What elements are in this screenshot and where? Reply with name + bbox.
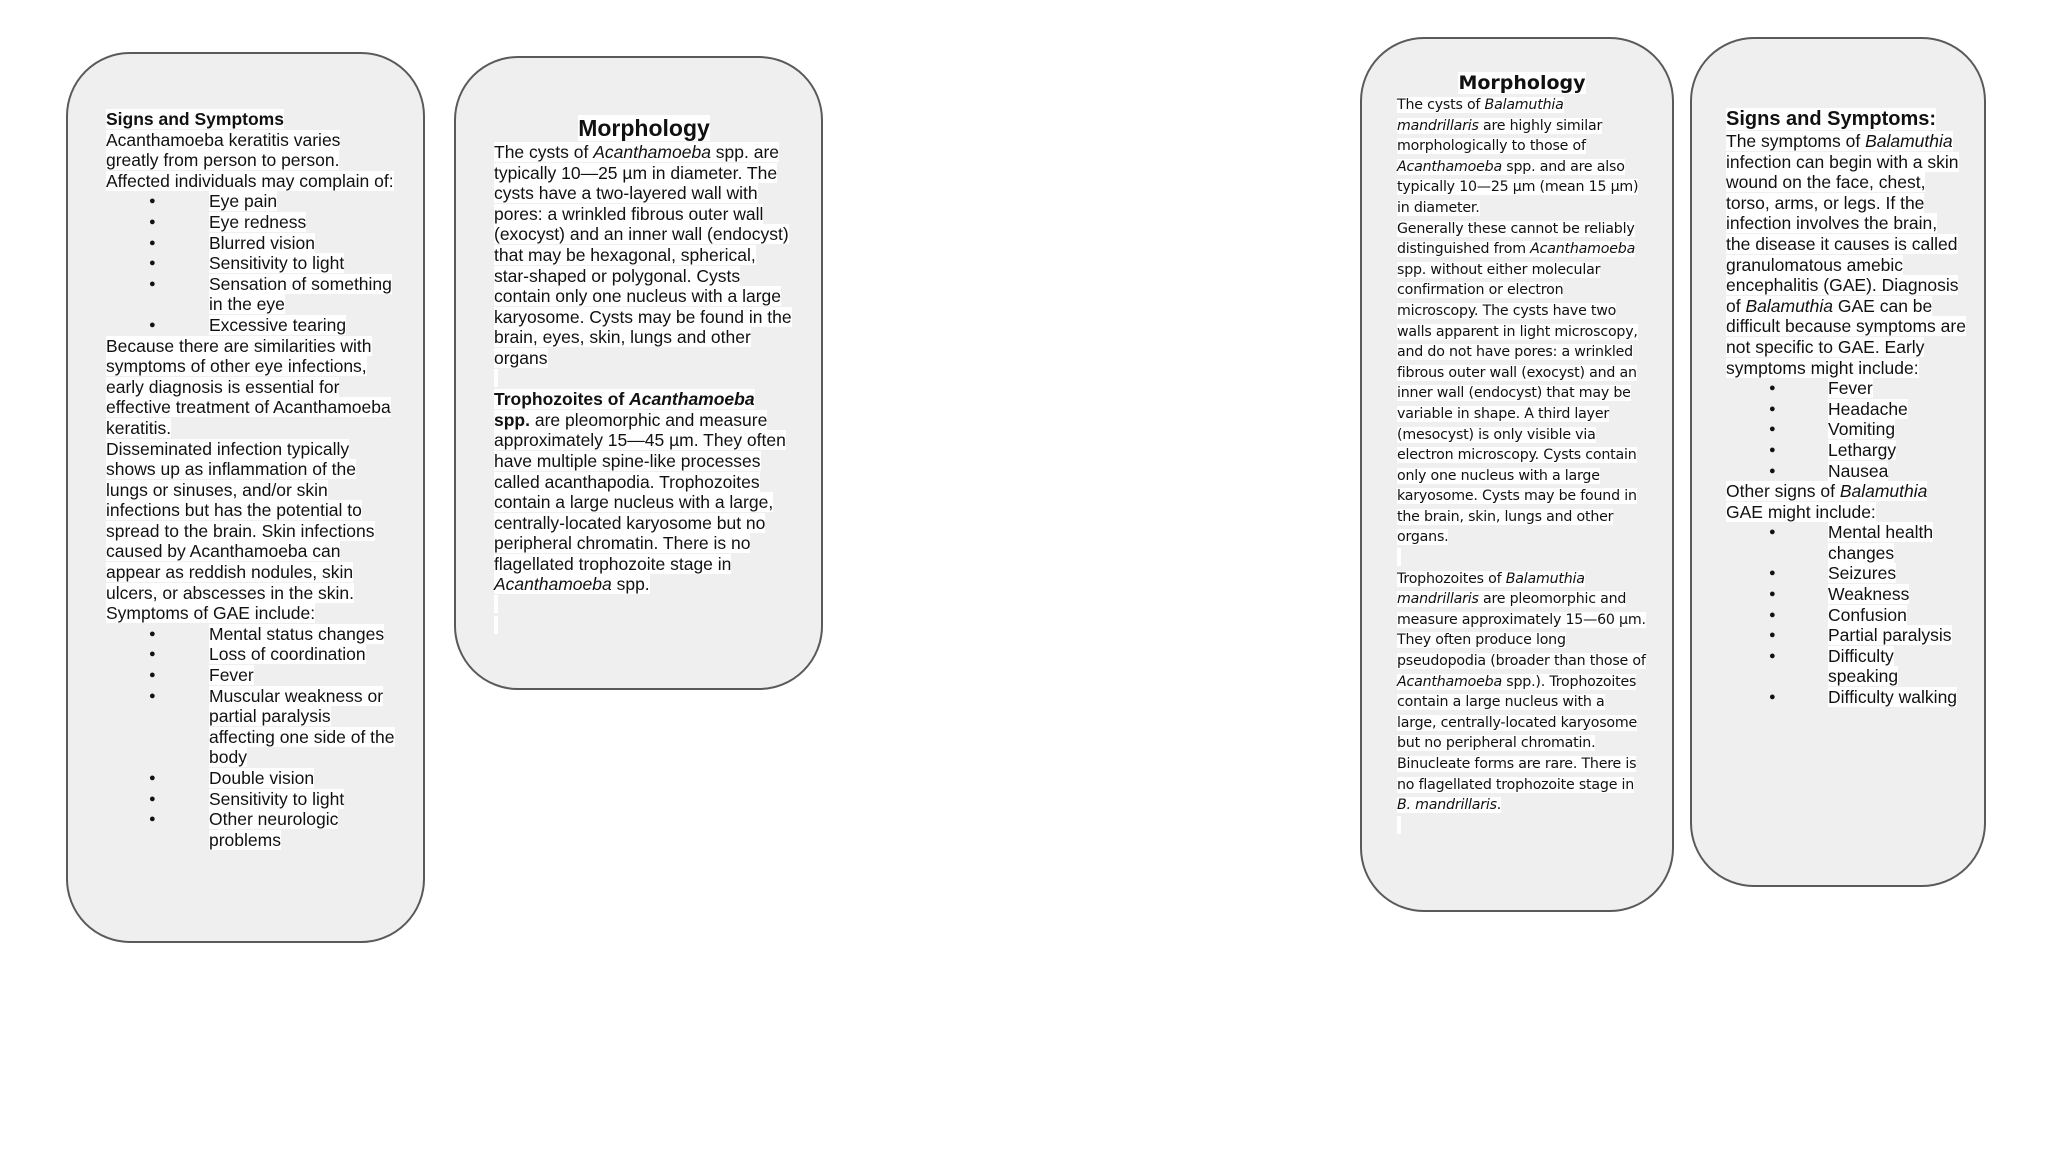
- list-item: ● Eye pain: [106, 191, 396, 212]
- card3-spacer: [1397, 548, 1647, 569]
- card2-spacer: [494, 616, 794, 637]
- list-item: ● Loss of coordination: [106, 644, 396, 665]
- list-item: ● Excessive tearing: [106, 315, 396, 336]
- card1-para-diagnosis: Because there are similarities with symptoms of other eye infections, early diagnosis is essential for effective treatment of Acanthamoeba keratitis.: [106, 335, 391, 438]
- list-item: ● Mental health changes: [1726, 522, 1966, 563]
- keratitis-symptom-list: [106, 191, 396, 335]
- acanthamoeba-morphology-card: [454, 56, 823, 690]
- card4-other-signs-intro: Other signs of Balamuthia GAE might include:: [1726, 481, 1928, 522]
- list-item: ● Seizures: [1726, 563, 1966, 584]
- card2-title: Morphology: [578, 115, 710, 141]
- card1-intro: Acanthamoeba keratitis varies greatly from person to person. Affected individuals may complain of:: [106, 129, 394, 191]
- card3-spacer: [1397, 816, 1647, 837]
- other-signs-list: [1726, 522, 1966, 707]
- card3-title: Morphology: [1458, 72, 1586, 94]
- card4-title: Signs and Symptoms:: [1726, 108, 1937, 130]
- card3-distinguish-paragraph: Generally these cannot be reliably distinguished from Acanthamoeba spp. without either molecular confirmation or electron microscopy. The cysts have two walls apparent in light microscopy, and do not have pores: a wrinkled fibrous outer wall (exocyst) and an inner wall (endocyst) that may be variable in shape. A third layer (mesocyst) is only visible via electron microscopy. Cysts contain only one nucleus with a large karyosome. Cysts may be found in the brain, skin, lungs and other organs.: [1397, 220, 1638, 546]
- card1-gae-intro: Symptoms of GAE include:: [106, 603, 316, 624]
- list-item: ● Fever: [106, 665, 396, 686]
- list-item: ● Confusion: [1726, 605, 1966, 626]
- list-item: ● Difficulty speaking: [1726, 646, 1966, 687]
- balamuthia-morphology-card: [1360, 37, 1674, 912]
- acanthamoeba-signs-card: [66, 52, 425, 943]
- early-symptom-list: [1726, 378, 1966, 481]
- balamuthia-signs-card: [1690, 37, 1986, 887]
- list-item: ● Muscular weakness or partial paralysis affecting one side of the body: [106, 686, 396, 768]
- list-item: ● Weakness: [1726, 584, 1966, 605]
- card1-heading: Signs and Symptoms: [106, 109, 284, 129]
- card3-cysts-paragraph: The cysts of Balamuthia mandrillaris are highly similar morphologically to those of Acanthamoeba spp. and are also typically 10—25 µm (mean 15 µm) in diameter.: [1397, 97, 1639, 216]
- list-item: ● Partial paralysis: [1726, 625, 1966, 646]
- card1-para-disseminated: Disseminated infection typically shows up as inflammation of the lungs or sinuses, and/or skin infections but has the potential to spread to the brain. Skin infections caused by Acanthamoeba can appear as reddish nodules, skin ulcers, or abscesses in the skin.: [106, 438, 375, 603]
- list-item: ● Fever: [1726, 378, 1966, 399]
- list-item: ● Sensitivity to light: [106, 789, 396, 810]
- list-item: ● Headache: [1726, 399, 1966, 420]
- list-item: ● Nausea: [1726, 461, 1966, 482]
- list-item: ● Sensation of something in the eye: [106, 274, 396, 315]
- list-item: ● Difficulty walking: [1726, 687, 1966, 708]
- card2-spacer: [494, 369, 794, 390]
- card2-spacer: [494, 595, 794, 616]
- list-item: ● Mental status changes: [106, 624, 396, 645]
- card2-trophozoites-paragraph: Trophozoites of Acanthamoeba spp. are pleomorphic and measure approximately 15—45 µm. They often have multiple spine-like processes called acanthapodia. Trophozoites contain a large nucleus with a large, centrally-located karyosome but no peripheral chromatin. There is no flagellated trophozoite stage in Acanthamoeba spp.: [494, 389, 786, 595]
- list-item: ● Other neurologic problems: [106, 809, 396, 850]
- list-item: ● Vomiting: [1726, 419, 1966, 440]
- list-item: ● Eye redness: [106, 212, 396, 233]
- list-item: ● Lethargy: [1726, 440, 1966, 461]
- list-item: ● Blurred vision: [106, 233, 396, 254]
- list-item: ● Sensitivity to light: [106, 253, 396, 274]
- card3-trophozoites-paragraph: Trophozoites of Balamuthia mandrillaris are pleomorphic and measure approximately 15—60 µm. They often produce long pseudopodia (broader than those of Acanthamoeba spp.). Trophozoites contain a large nucleus with a large, centrally-located karyosome but no peripheral chromatin. Binucleate forms are rare. There is no flagellated trophozoite stage in B. mandrillaris.: [1397, 570, 1646, 814]
- gae-symptom-list: [106, 624, 396, 851]
- card2-cysts-paragraph: The cysts of Acanthamoeba spp. are typically 10—25 µm in diameter. The cysts have a two-layered wall with pores: a wrinkled fibrous outer wall (exocyst) and an inner wall (endocyst) that may be hexagonal, spherical, star-shaped or polygonal. Cysts contain only one nucleus with a large karyosome. Cysts may be found in the brain, eyes, skin, lungs and other organs: [494, 142, 792, 368]
- list-item: ● Double vision: [106, 768, 396, 789]
- card4-intro-paragraph: The symptoms of Balamuthia infection can begin with a skin wound on the face, chest, torso, arms, or legs. If the infection involves the brain, the disease it causes is called granulomatous amebic encephalitis (GAE). Diagnosis of Balamuthia GAE can be difficult because symptoms are not specific to GAE. Early symptoms might include:: [1726, 131, 1966, 378]
